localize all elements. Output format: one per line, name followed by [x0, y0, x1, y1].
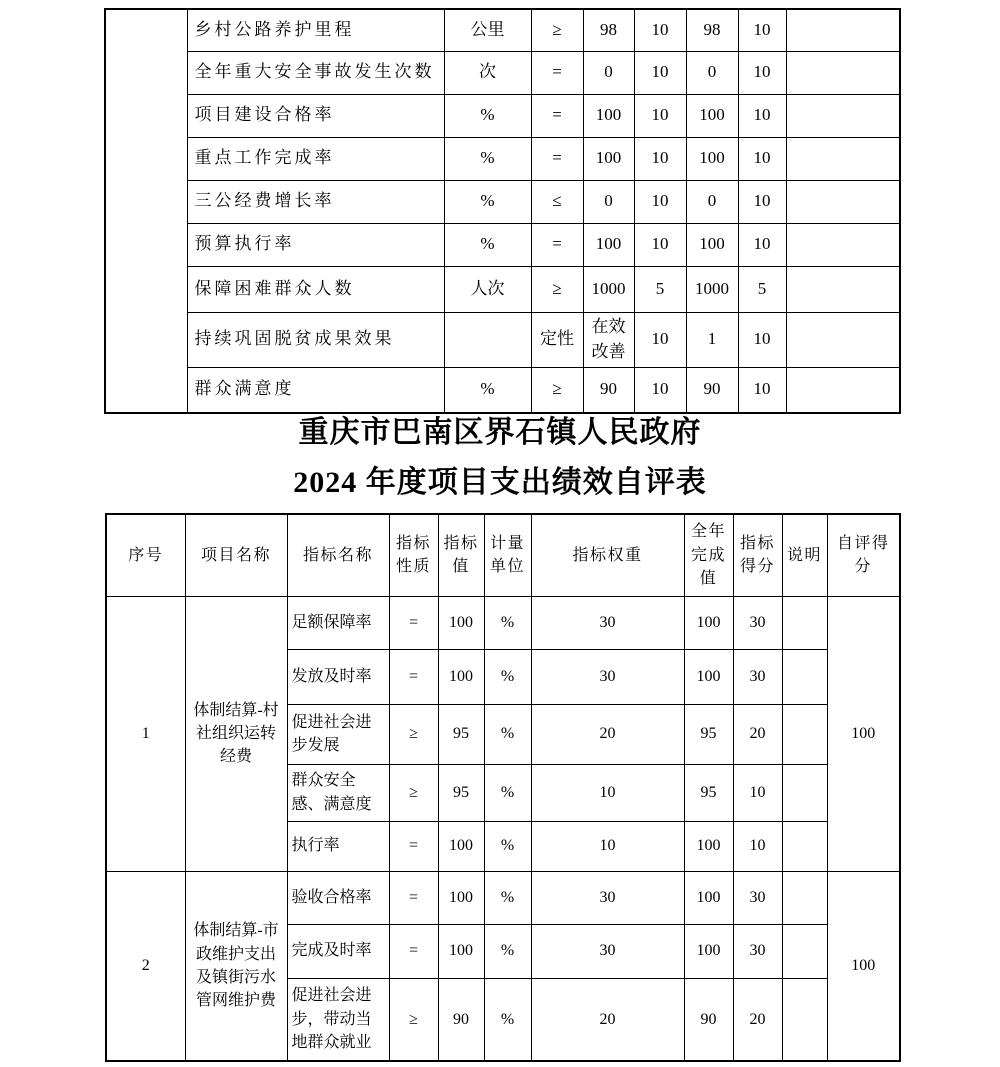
document-title — [0, 408, 1000, 508]
table-row — [105, 223, 900, 266]
weight-cell: 10 — [634, 51, 686, 94]
target-value-cell: 90 — [583, 367, 634, 413]
score-cell: 10 — [738, 367, 786, 413]
title-line-2: 2024 年度项目支出绩效自评表 — [293, 466, 707, 499]
note-cell — [786, 51, 900, 94]
unit-cell: % — [484, 871, 531, 924]
weight-cell: 5 — [634, 266, 686, 312]
header-annual-completion: 全年完成值 — [684, 514, 733, 596]
nature-cell: = — [531, 94, 583, 137]
actual-value-cell: 0 — [686, 180, 738, 223]
weight-cell: 10 — [634, 312, 686, 367]
unit-cell: % — [444, 367, 531, 413]
header-indicator-name: 指标名称 — [287, 514, 389, 596]
score-cell: 10 — [738, 51, 786, 94]
unit-cell: % — [484, 924, 531, 978]
header-indicator-nature: 指标性质 — [389, 514, 438, 596]
note-cell — [786, 180, 900, 223]
header-project-name: 项目名称 — [185, 514, 287, 596]
header-seq: 序号 — [106, 514, 185, 596]
actual-value-cell: 95 — [684, 764, 733, 821]
nature-cell: ≥ — [531, 9, 583, 51]
target-value-cell: 0 — [583, 51, 634, 94]
score-cell: 30 — [733, 649, 782, 704]
unit-cell: 人次 — [444, 266, 531, 312]
indicator-name-cell: 发放及时率 — [287, 649, 389, 704]
unit-cell: % — [444, 137, 531, 180]
indicator-name-cell: 项目建设合格率 — [187, 94, 444, 137]
table-row — [106, 871, 900, 924]
note-cell — [782, 704, 827, 764]
indicator-name-cell: 促进社会进步，带动当地群众就业 — [287, 978, 389, 1061]
target-value-cell: 100 — [583, 94, 634, 137]
table-row — [105, 180, 900, 223]
self-score-cell: 100 — [827, 596, 900, 871]
continued-performance-table — [104, 8, 901, 414]
indicator-name-cell: 乡村公路养护里程 — [187, 9, 444, 51]
indicator-name-cell: 保障困难群众人数 — [187, 266, 444, 312]
actual-value-cell: 100 — [686, 223, 738, 266]
header-self-eval-score: 自评得分 — [827, 514, 900, 596]
nature-cell: ≤ — [531, 180, 583, 223]
note-cell — [782, 821, 827, 871]
weight-cell: 10 — [634, 94, 686, 137]
note-cell — [782, 978, 827, 1061]
indicator-name-cell: 执行率 — [287, 821, 389, 871]
header-note: 说明 — [782, 514, 827, 596]
indicator-name-cell: 持续巩固脱贫成果效果 — [187, 312, 444, 367]
target-value-cell: 1000 — [583, 266, 634, 312]
note-cell — [786, 367, 900, 413]
target-value-cell: 100 — [438, 596, 484, 649]
target-value-cell: 95 — [438, 764, 484, 821]
note-cell — [782, 924, 827, 978]
indicator-name-cell: 足额保障率 — [287, 596, 389, 649]
weight-cell: 20 — [531, 978, 684, 1061]
note-cell — [786, 94, 900, 137]
nature-cell: = — [389, 821, 438, 871]
target-value-cell: 98 — [583, 9, 634, 51]
actual-value-cell: 100 — [686, 94, 738, 137]
header-measure-unit: 计量单位 — [484, 514, 531, 596]
table-row — [105, 312, 900, 367]
target-value-cell: 90 — [438, 978, 484, 1061]
nature-cell: = — [531, 51, 583, 94]
nature-cell: 定性 — [531, 312, 583, 367]
actual-value-cell: 95 — [684, 704, 733, 764]
target-value-cell: 100 — [583, 223, 634, 266]
nature-cell: = — [531, 137, 583, 180]
score-cell: 5 — [738, 266, 786, 312]
score-cell: 10 — [733, 821, 782, 871]
note-cell — [782, 871, 827, 924]
indicator-name-cell: 全年重大安全事故发生次数 — [187, 51, 444, 94]
unit-cell: % — [484, 704, 531, 764]
score-cell: 10 — [738, 94, 786, 137]
actual-value-cell: 1 — [686, 312, 738, 367]
indicator-name-cell: 群众安全感、满意度 — [287, 764, 389, 821]
actual-value-cell: 100 — [686, 137, 738, 180]
weight-cell: 30 — [531, 649, 684, 704]
weight-cell: 30 — [531, 924, 684, 978]
weight-cell: 30 — [531, 871, 684, 924]
score-cell: 20 — [733, 704, 782, 764]
seq-cell: 2 — [106, 871, 185, 1061]
note-cell — [786, 137, 900, 180]
nature-cell: ≥ — [531, 266, 583, 312]
note-cell — [782, 649, 827, 704]
score-cell: 10 — [738, 9, 786, 51]
nature-cell: = — [389, 924, 438, 978]
unit-cell: % — [484, 821, 531, 871]
nature-cell: = — [389, 649, 438, 704]
seq-cell: 1 — [106, 596, 185, 871]
table-row — [106, 596, 900, 649]
indicator-name-cell: 预算执行率 — [187, 223, 444, 266]
header-indicator-weight: 指标权重 — [531, 514, 684, 596]
weight-cell: 10 — [634, 9, 686, 51]
indicator-name-cell: 重点工作完成率 — [187, 137, 444, 180]
table-row — [105, 94, 900, 137]
note-cell — [782, 596, 827, 649]
table-row — [105, 9, 900, 51]
target-value-cell: 在效改善 — [583, 312, 634, 367]
unit-cell: % — [444, 94, 531, 137]
target-value-cell: 100 — [438, 871, 484, 924]
note-cell — [786, 312, 900, 367]
actual-value-cell: 100 — [684, 924, 733, 978]
weight-cell: 30 — [531, 596, 684, 649]
note-cell — [786, 266, 900, 312]
unit-cell: % — [444, 223, 531, 266]
header-row — [106, 514, 900, 596]
score-cell: 20 — [733, 978, 782, 1061]
score-cell: 30 — [733, 871, 782, 924]
weight-cell: 10 — [634, 223, 686, 266]
category-cell-blank — [105, 9, 187, 413]
actual-value-cell: 100 — [684, 649, 733, 704]
target-value-cell: 100 — [583, 137, 634, 180]
unit-cell: % — [484, 596, 531, 649]
note-cell — [786, 9, 900, 51]
actual-value-cell: 100 — [684, 596, 733, 649]
project-name-cell: 体制结算-村社组织运转经费 — [185, 596, 287, 871]
target-value-cell: 100 — [438, 649, 484, 704]
score-cell: 10 — [738, 223, 786, 266]
unit-cell — [444, 312, 531, 367]
indicator-name-cell: 完成及时率 — [287, 924, 389, 978]
score-cell: 30 — [733, 596, 782, 649]
unit-cell: 次 — [444, 51, 531, 94]
target-value-cell: 100 — [438, 821, 484, 871]
title-line-1: 重庆市巴南区界石镇人民政府 — [298, 416, 702, 449]
self-score-cell: 100 — [827, 871, 900, 1061]
score-cell: 30 — [733, 924, 782, 978]
nature-cell: ≥ — [389, 704, 438, 764]
target-value-cell: 0 — [583, 180, 634, 223]
table-row — [105, 266, 900, 312]
table-row — [105, 51, 900, 94]
note-cell — [786, 223, 900, 266]
unit-cell: % — [484, 649, 531, 704]
self-eval-table — [105, 513, 901, 1062]
actual-value-cell: 90 — [686, 367, 738, 413]
score-cell: 10 — [733, 764, 782, 821]
weight-cell: 20 — [531, 704, 684, 764]
header-indicator-score: 指标得分 — [733, 514, 782, 596]
nature-cell: ≥ — [389, 764, 438, 821]
header-indicator-value: 指标值 — [438, 514, 484, 596]
actual-value-cell: 100 — [684, 871, 733, 924]
indicator-name-cell: 促进社会进步发展 — [287, 704, 389, 764]
nature-cell: = — [531, 223, 583, 266]
unit-cell: % — [484, 764, 531, 821]
indicator-name-cell: 三公经费增长率 — [187, 180, 444, 223]
weight-cell: 10 — [531, 821, 684, 871]
indicator-name-cell: 验收合格率 — [287, 871, 389, 924]
score-cell: 10 — [738, 180, 786, 223]
nature-cell: ≥ — [531, 367, 583, 413]
actual-value-cell: 0 — [686, 51, 738, 94]
indicator-name-cell: 群众满意度 — [187, 367, 444, 413]
unit-cell: % — [444, 180, 531, 223]
nature-cell: ≥ — [389, 978, 438, 1061]
weight-cell: 10 — [634, 180, 686, 223]
target-value-cell: 100 — [438, 924, 484, 978]
table-row — [105, 137, 900, 180]
actual-value-cell: 1000 — [686, 266, 738, 312]
weight-cell: 10 — [634, 137, 686, 180]
score-cell: 10 — [738, 137, 786, 180]
note-cell — [782, 764, 827, 821]
weight-cell: 10 — [531, 764, 684, 821]
nature-cell: = — [389, 596, 438, 649]
actual-value-cell: 98 — [686, 9, 738, 51]
table-row — [105, 367, 900, 413]
unit-cell: 公里 — [444, 9, 531, 51]
nature-cell: = — [389, 871, 438, 924]
target-value-cell: 95 — [438, 704, 484, 764]
project-name-cell: 体制结算-市政维护支出及镇街污水管网维护费 — [185, 871, 287, 1061]
score-cell: 10 — [738, 312, 786, 367]
actual-value-cell: 90 — [684, 978, 733, 1061]
weight-cell: 10 — [634, 367, 686, 413]
unit-cell: % — [484, 978, 531, 1061]
actual-value-cell: 100 — [684, 821, 733, 871]
